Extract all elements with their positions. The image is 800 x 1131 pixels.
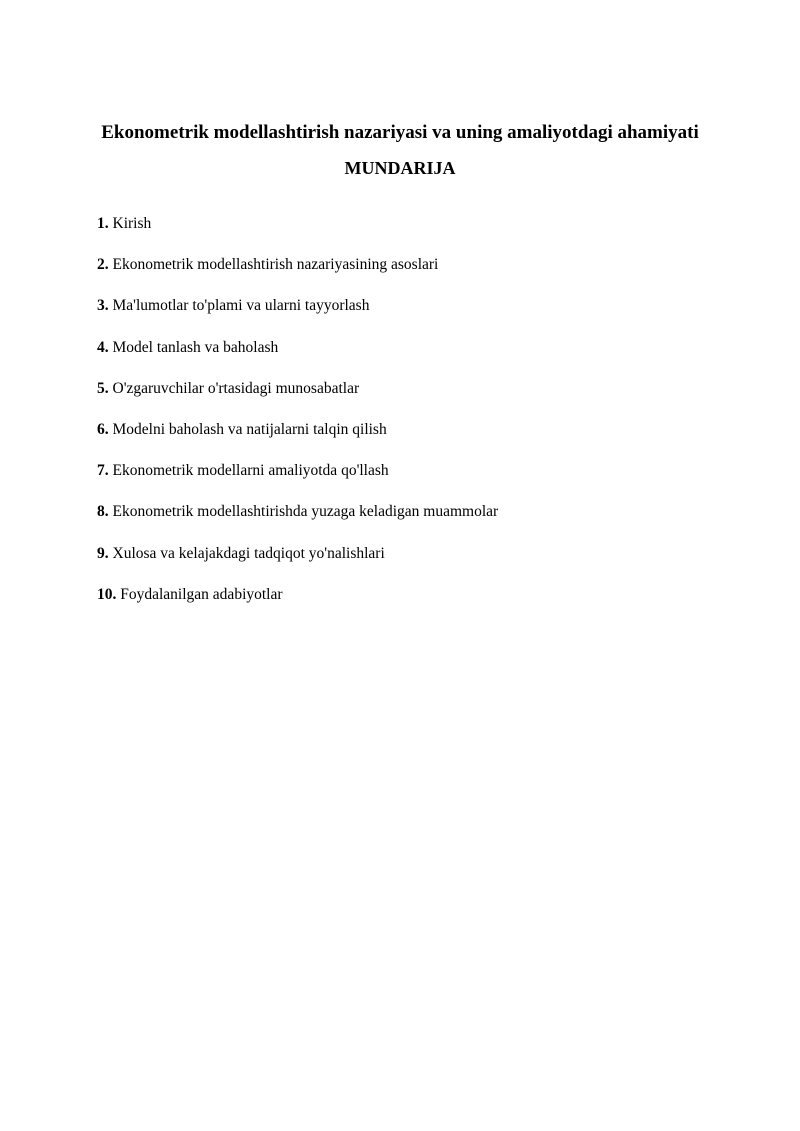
toc-item-text: Modelni baholash va natijalarni talqin qilish bbox=[112, 420, 387, 438]
toc-item bbox=[97, 461, 498, 481]
toc-item-text: Xulosa va kelajakdagi tadqiqot yo'nalishlari bbox=[112, 544, 385, 562]
toc-item bbox=[97, 296, 498, 316]
toc-item bbox=[97, 255, 498, 275]
toc-item-number: 3. bbox=[97, 297, 109, 315]
toc-item-number: 6. bbox=[97, 420, 109, 438]
toc-item-number: 2. bbox=[97, 256, 109, 274]
toc-item bbox=[97, 585, 498, 605]
toc-item-text: Ekonometrik modellashtirish nazariyasining asoslari bbox=[112, 256, 439, 274]
toc-item-text: Model tanlash va baholash bbox=[112, 338, 279, 356]
toc-item bbox=[97, 502, 498, 522]
toc-item-number: 4. bbox=[97, 338, 109, 356]
toc-item-text: Ekonometrik modellashtirishda yuzaga keladigan muammolar bbox=[112, 503, 499, 521]
document-title: Ekonometrik modellashtirish nazariyasi va uning amaliyotdagi ahamiyati bbox=[101, 122, 699, 143]
toc-item-text: Foydalanilgan adabiyotlar bbox=[120, 585, 283, 603]
table-of-contents bbox=[97, 214, 498, 626]
toc-item-number: 1. bbox=[97, 215, 109, 232]
toc-item-number: 7. bbox=[97, 462, 109, 480]
table-of-contents-heading: MUNDARIJA bbox=[344, 158, 456, 178]
toc-item-number: 8. bbox=[97, 503, 109, 521]
toc-item-text: Ma'lumotlar to'plami va ularni tayyorlash bbox=[112, 297, 370, 315]
toc-item bbox=[97, 338, 498, 358]
toc-item-number: 10. bbox=[97, 585, 117, 603]
toc-item bbox=[97, 544, 498, 564]
toc-item-text: O'zgaruvchilar o'rtasidagi munosabatlar bbox=[112, 379, 360, 397]
toc-item bbox=[97, 214, 498, 234]
toc-item bbox=[97, 420, 498, 440]
toc-item-text: Ekonometrik modellarni amaliyotda qo'llash bbox=[112, 462, 389, 480]
toc-item bbox=[97, 379, 498, 399]
toc-item-number: 5. bbox=[97, 379, 109, 397]
toc-item-text: Kirish bbox=[112, 215, 152, 232]
toc-item-number: 9. bbox=[97, 544, 109, 562]
